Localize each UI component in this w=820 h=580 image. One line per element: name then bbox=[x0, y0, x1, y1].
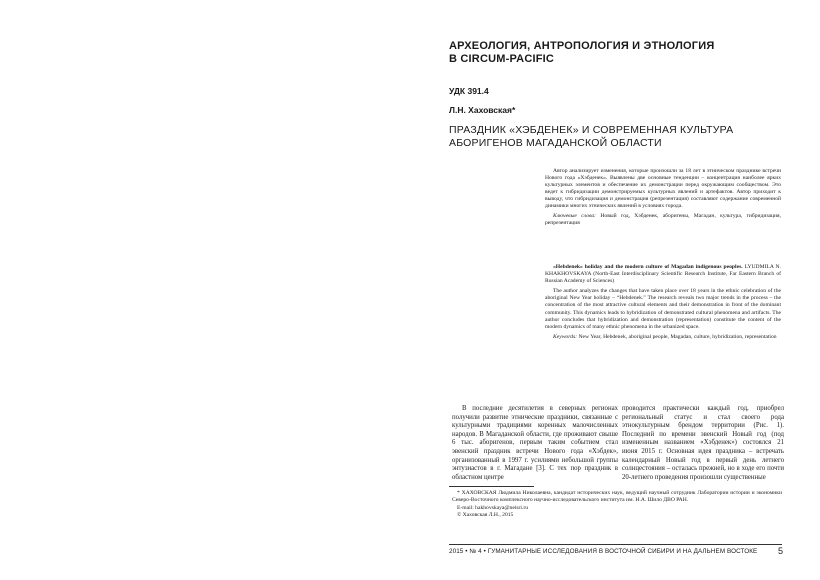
section-heading-line: АРХЕОЛОГИЯ, АНТРОПОЛОГИЯ И ЭТНОЛОГИЯ bbox=[449, 40, 715, 52]
section-heading-line: В CIRCUM-PACIFIC bbox=[449, 53, 555, 65]
keywords-russian bbox=[545, 213, 781, 227]
abstract-russian bbox=[545, 168, 781, 227]
article-title-line: АБОРИГЕНОВ МАГАДАНСКОЙ ОБЛАСТИ bbox=[449, 136, 662, 149]
body-paragraph: проводится практически каждый год, приобрел региональный статус и стал своего рода этнокультурным брендом территории (Рис. 1). Последний по времени эвенский Новый год (под измененным названием «Хэбденек») состоялся 21 июня 2015 г. Основная идея праздника – встречать календарный Новый год в первый день летнего солнцестояния – осталась прежней, но в ходе его почти 20-летнего проведения произошли существенные bbox=[622, 405, 784, 481]
body-paragraph: В последние десятилетия в северных регионах получили развитие этнические праздники, связанные с культурными традициями коренных малочисленных народов. В Магаданской области, где проживают свыше 6 тыс. аборигенов, первым таким событием стал эвенский праздник встречи Нового года «Хэбдек», организованный в 1997 г. усилиями небольшой группы энтузиастов в г. Магадане [3]. С тех пор праздник в областном центре bbox=[452, 405, 618, 481]
article-title bbox=[449, 124, 779, 149]
footnote-copyright: © Хаховская Л.Н., 2015 bbox=[457, 511, 514, 518]
keywords-english-list: New Year, Hebdenek, aboriginal people, Magadan, culture, hybridization, representation bbox=[578, 333, 777, 340]
abstract-english-title: «Hebdenek» holiday and the modern culture of Magadan indigenous peoples. bbox=[553, 264, 743, 270]
footer-divider bbox=[449, 544, 782, 545]
author-footnote bbox=[452, 490, 782, 519]
journal-footer: 2015 • № 4 • ГУМАНИТАРНЫЕ ИССЛЕДОВАНИЯ В ВОСТОЧНОЙ СИБИРИ И НА ДАЛЬНЕМ ВОСТОКЕ bbox=[449, 548, 758, 555]
udk-code: УДК 391.4 bbox=[449, 86, 489, 96]
footnote-email: E-mail: hakhovskaya@neisri.ru bbox=[457, 504, 529, 511]
keywords-russian-list: Новый год, Хэбденек, аборигены, Магадан, культура, гибридизация, репрезентация bbox=[545, 212, 781, 226]
body-column-right bbox=[622, 405, 784, 482]
abstract-english-text: The author analyzes the changes that have taken place over 18 years in the ethnic celebration of the aboriginal New Year holiday – “Hebdenek.” The research reveals two major trends in the process – the concentration of the most attractive cultural elements and their demonstration in front of the dominant community. This dynamics leads to hybridization of demonstrated cultural phenomena and artifacts. The author concludes that hybridization and demonstration (representation) constitute the content of the modern dynamics of many ethnic phenomena in the urbanized space. bbox=[545, 288, 781, 330]
abstract-english-heading bbox=[545, 264, 781, 285]
body-column-left bbox=[452, 405, 618, 482]
footnote-text: * ХАХОВСКАЯ Людмила Николаевна, кандидат исторических наук, ведущий научный сотрудник Лаборатории истории и экономики Северо-Восточного комплексного научно-исследовательского института им. Н.А. Шило ДВО РАН. bbox=[452, 490, 782, 504]
keywords-english bbox=[545, 334, 781, 341]
article-title-line: ПРАЗДНИК «ХЭБДЕНЕК» И СОВРЕМЕННАЯ КУЛЬТУРА bbox=[449, 124, 734, 136]
footnote-divider bbox=[449, 486, 534, 487]
abstract-english bbox=[545, 264, 781, 341]
author-name: Л.Н. Хаховская* bbox=[449, 105, 516, 115]
abstract-english-author: LYUDMILA N. KHAKHOVSKAYA (North-East Interdisciplinary Scientific Research Institute, Far Eastern Branch of Russian Academy of Sciences) bbox=[545, 264, 781, 285]
page-number: 5 bbox=[777, 546, 783, 556]
section-heading bbox=[449, 40, 779, 66]
keywords-russian-label: Ключевые слова: bbox=[553, 212, 597, 219]
keywords-english-label: Keywords: bbox=[553, 333, 578, 340]
abstract-russian-text: Автор анализирует изменения, которые произошли за 18 лет в этническом празднике встречи Нового года «Хэбденек». Выявлены две основные тенденции – концентрация наиболее ярких культурных элементов и обеспечение их демонстрации перед окружающим сообществом. Это ведет к гибридизации демонстрируемых культурных явлений и артефактов. Автор приходит к выводу, что гибридизация и демонстрация (репрезентация) составляют содержание современной динамики многих этнических явлений в условиях города. bbox=[545, 168, 781, 210]
